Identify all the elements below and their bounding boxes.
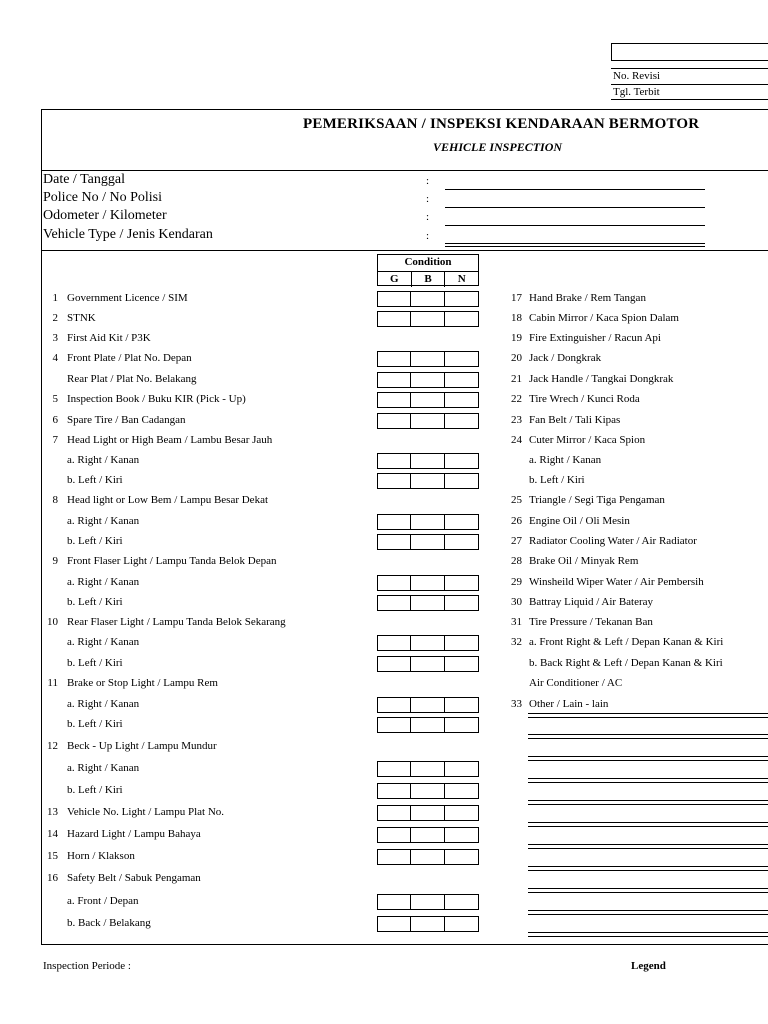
condition-checkboxes <box>377 372 479 388</box>
notes-line[interactable] <box>528 866 768 871</box>
condition-none-checkbox[interactable] <box>445 827 479 843</box>
condition-checkboxes <box>377 595 479 611</box>
condition-good-checkbox[interactable] <box>377 656 411 672</box>
item-label: STNK <box>67 312 96 324</box>
item-label: Hand Brake / Rem Tangan <box>529 292 646 304</box>
item-label: b. Left / Kiri <box>67 596 123 608</box>
condition-good-checkbox[interactable] <box>377 453 411 469</box>
info-label: Date / Tanggal <box>43 172 125 187</box>
condition-checkboxes <box>377 717 479 733</box>
item-number: 21 <box>511 373 522 385</box>
item-number: 26 <box>511 515 522 527</box>
item-number: 3 <box>52 332 58 344</box>
item-number: 30 <box>511 596 522 608</box>
item-number: 18 <box>511 312 522 324</box>
revision-label: No. Revisi <box>611 68 768 83</box>
item-label: a. Right / Kanan <box>67 515 140 527</box>
item-number: 5 <box>52 393 58 405</box>
item-number: 4 <box>52 352 58 364</box>
item-label: a. Front Right & Left / Depan Kanan & Kiri <box>529 636 724 648</box>
info-colon: : <box>426 230 430 242</box>
condition-good-checkbox[interactable] <box>377 514 411 530</box>
condition-good-checkbox[interactable] <box>377 413 411 429</box>
condition-none-checkbox[interactable] <box>445 372 479 388</box>
item-label: a. Right / Kanan <box>67 454 140 466</box>
condition-none-checkbox[interactable] <box>445 783 479 799</box>
condition-bad-checkbox[interactable] <box>411 697 445 713</box>
item-number: 29 <box>511 576 522 588</box>
notes-line[interactable] <box>528 800 768 805</box>
item-label: Vehicle No. Light / Lampu Plat No. <box>67 806 225 818</box>
condition-header <box>377 254 479 286</box>
notes-line[interactable] <box>528 932 768 937</box>
condition-bad-checkbox[interactable] <box>411 805 445 821</box>
item-label: Triangle / Segi Tiga Pengaman <box>529 494 665 506</box>
item-number: 10 <box>47 616 58 628</box>
item-label: Head Light or High Beam / Lambu Besar Jauh <box>67 434 273 446</box>
doc-number-box <box>611 43 768 61</box>
item-number: 23 <box>511 414 522 426</box>
item-label: Safety Belt / Sabuk Pengaman <box>67 872 201 884</box>
item-label: b. Back / Belakang <box>67 917 151 929</box>
condition-bad-checkbox[interactable] <box>411 717 445 733</box>
condition-columns <box>378 271 478 287</box>
condition-checkboxes <box>377 392 479 408</box>
item-label: a. Right / Kanan <box>67 636 140 648</box>
condition-checkboxes <box>377 805 479 821</box>
condition-bad-checkbox[interactable] <box>411 894 445 910</box>
item-label: b. Left / Kiri <box>67 718 123 730</box>
item-label: Cabin Mirror / Kaca Spion Dalam <box>529 312 679 324</box>
info-colon: : <box>426 211 430 223</box>
condition-none-checkbox[interactable] <box>445 697 479 713</box>
condition-bad-checkbox[interactable] <box>411 916 445 932</box>
item-label: a. Right / Kanan <box>67 762 140 774</box>
item-label: a. Front / Depan <box>67 895 139 907</box>
info-fill-line[interactable] <box>445 243 705 244</box>
condition-bad-checkbox[interactable] <box>411 291 445 307</box>
item-number: 12 <box>47 740 58 752</box>
item-number: 17 <box>511 292 522 304</box>
item-number: 16 <box>47 872 58 884</box>
item-number: 22 <box>511 393 522 405</box>
condition-bad-checkbox[interactable] <box>411 783 445 799</box>
condition-none-checkbox[interactable] <box>445 916 479 932</box>
condition-checkboxes <box>377 656 479 672</box>
condition-checkboxes <box>377 311 479 327</box>
notes-line[interactable] <box>528 822 768 827</box>
condition-good-checkbox[interactable] <box>377 575 411 591</box>
notes-line[interactable] <box>528 713 768 718</box>
condition-none-column: N <box>444 272 478 287</box>
item-label: Jack / Dongkrak <box>529 352 602 364</box>
item-number: 31 <box>511 616 522 628</box>
item-label: Front Flaser Light / Lampu Tanda Belok Depan <box>67 555 277 567</box>
info-fill-line <box>445 246 705 247</box>
condition-none-checkbox[interactable] <box>445 534 479 550</box>
condition-checkboxes <box>377 351 479 367</box>
condition-bad-column: B <box>411 272 445 287</box>
notes-line[interactable] <box>528 734 768 739</box>
condition-good-checkbox[interactable] <box>377 311 411 327</box>
item-label: Winsheild Wiper Water / Air Pembersih <box>529 576 704 588</box>
item-label: a. Right / Kanan <box>529 454 602 466</box>
item-label: Radiator Cooling Water / Air Radiator <box>529 535 697 547</box>
condition-checkboxes <box>377 534 479 550</box>
notes-line[interactable] <box>528 910 768 915</box>
info-colon: : <box>426 175 430 187</box>
condition-checkboxes <box>377 453 479 469</box>
item-label: Cuter Mirror / Kaca Spion <box>529 434 646 446</box>
condition-checkboxes <box>377 894 479 910</box>
item-label: Rear Flaser Light / Lampu Tanda Belok Sekarang <box>67 616 286 628</box>
info-label: Police No / No Polisi <box>43 190 163 205</box>
item-label: Brake or Stop Light / Lampu Rem <box>67 677 218 689</box>
item-number: 25 <box>511 494 522 506</box>
condition-bad-checkbox[interactable] <box>411 635 445 651</box>
condition-bad-checkbox[interactable] <box>411 595 445 611</box>
condition-good-checkbox[interactable] <box>377 635 411 651</box>
item-number: 15 <box>47 850 58 862</box>
condition-none-checkbox[interactable] <box>445 413 479 429</box>
condition-none-checkbox[interactable] <box>445 291 479 307</box>
condition-bad-checkbox[interactable] <box>411 311 445 327</box>
condition-none-checkbox[interactable] <box>445 392 479 408</box>
header-divider <box>41 170 768 171</box>
condition-bad-checkbox[interactable] <box>411 656 445 672</box>
item-label: Front Plate / Plat No. Depan <box>67 352 192 364</box>
info-divider <box>41 250 768 251</box>
condition-good-checkbox[interactable] <box>377 595 411 611</box>
condition-good-checkbox[interactable] <box>377 827 411 843</box>
condition-checkboxes <box>377 413 479 429</box>
condition-bad-checkbox[interactable] <box>411 473 445 489</box>
condition-good-checkbox[interactable] <box>377 697 411 713</box>
item-number: 7 <box>52 434 58 446</box>
info-fill-line[interactable] <box>445 225 705 226</box>
item-label: Spare Tire / Ban Cadangan <box>67 414 186 426</box>
item-label: a. Right / Kanan <box>67 698 140 710</box>
item-number: 14 <box>47 828 58 840</box>
issue-date-label: Tgl. Terbit <box>611 84 768 100</box>
item-number: 2 <box>52 312 58 324</box>
item-label: b. Left / Kiri <box>67 657 123 669</box>
item-number: 28 <box>511 555 522 567</box>
condition-bad-checkbox[interactable] <box>411 534 445 550</box>
item-label: b. Left / Kiri <box>529 474 585 486</box>
item-label: Hazard Light / Lampu Bahaya <box>67 828 201 840</box>
form-subtitle: VEHICLE INSPECTION <box>433 140 563 154</box>
condition-none-checkbox[interactable] <box>445 717 479 733</box>
item-number: 13 <box>47 806 58 818</box>
condition-good-checkbox[interactable] <box>377 849 411 865</box>
condition-checkboxes <box>377 827 479 843</box>
condition-none-checkbox[interactable] <box>445 595 479 611</box>
condition-bad-checkbox[interactable] <box>411 514 445 530</box>
condition-good-checkbox[interactable] <box>377 916 411 932</box>
condition-bad-checkbox[interactable] <box>411 453 445 469</box>
condition-none-checkbox[interactable] <box>445 453 479 469</box>
item-label: Engine Oil / Oli Mesin <box>529 515 630 527</box>
condition-bad-checkbox[interactable] <box>411 849 445 865</box>
condition-checkboxes <box>377 635 479 651</box>
condition-bad-checkbox[interactable] <box>411 351 445 367</box>
condition-bad-checkbox[interactable] <box>411 372 445 388</box>
condition-none-checkbox[interactable] <box>445 635 479 651</box>
condition-good-checkbox[interactable] <box>377 392 411 408</box>
condition-checkboxes <box>377 514 479 530</box>
form-title: PEMERIKSAAN / INSPEKSI KENDARAAN BERMOTOR <box>303 116 700 132</box>
inspection-periode-label: Inspection Periode : <box>43 960 131 972</box>
info-fill-line[interactable] <box>445 189 705 190</box>
item-label: Rear Plat / Plat No. Belakang <box>67 373 197 385</box>
item-label: b. Back Right & Left / Depan Kanan & Kiri <box>529 657 723 669</box>
item-label: b. Left / Kiri <box>67 784 123 796</box>
item-number: 24 <box>511 434 522 446</box>
condition-none-checkbox[interactable] <box>445 351 479 367</box>
condition-checkboxes <box>377 761 479 777</box>
condition-none-checkbox[interactable] <box>445 761 479 777</box>
condition-good-checkbox[interactable] <box>377 805 411 821</box>
item-number: 33 <box>511 698 522 710</box>
item-label: Battray Liquid / Air Bateray <box>529 596 654 608</box>
info-colon: : <box>426 193 430 205</box>
item-label: Horn / Klakson <box>67 850 135 862</box>
item-number: 6 <box>52 414 58 426</box>
condition-none-checkbox[interactable] <box>445 311 479 327</box>
condition-good-checkbox[interactable] <box>377 717 411 733</box>
condition-good-checkbox[interactable] <box>377 783 411 799</box>
item-label: Head light or Low Bem / Lampu Besar Dekat <box>67 494 269 506</box>
info-label: Odometer / Kilometer <box>43 208 167 223</box>
condition-checkboxes <box>377 697 479 713</box>
item-number: 1 <box>52 292 58 304</box>
condition-none-checkbox[interactable] <box>445 473 479 489</box>
condition-good-checkbox[interactable] <box>377 761 411 777</box>
condition-checkboxes <box>377 916 479 932</box>
item-label: Jack Handle / Tangkai Dongkrak <box>529 373 674 385</box>
info-fill-line[interactable] <box>445 207 705 208</box>
condition-bad-checkbox[interactable] <box>411 761 445 777</box>
condition-good-checkbox[interactable] <box>377 534 411 550</box>
condition-good-checkbox[interactable] <box>377 291 411 307</box>
condition-none-checkbox[interactable] <box>445 656 479 672</box>
condition-title: Condition <box>404 256 452 268</box>
info-label: Vehicle Type / Jenis Kendaran <box>43 227 213 242</box>
item-label: Beck - Up Light / Lampu Mundur <box>67 740 217 752</box>
item-number: 11 <box>47 677 58 689</box>
condition-bad-checkbox[interactable] <box>411 827 445 843</box>
item-label: Tire Wrech / Kunci Roda <box>529 393 640 405</box>
item-number: 8 <box>52 494 58 506</box>
condition-good-checkbox[interactable] <box>377 351 411 367</box>
condition-none-checkbox[interactable] <box>445 514 479 530</box>
condition-good-checkbox[interactable] <box>377 473 411 489</box>
notes-line[interactable] <box>528 756 768 761</box>
item-label: b. Left / Kiri <box>67 535 123 547</box>
notes-line[interactable] <box>528 778 768 783</box>
condition-bad-checkbox[interactable] <box>411 392 445 408</box>
condition-checkboxes <box>377 291 479 307</box>
item-number: 19 <box>511 332 522 344</box>
condition-bad-checkbox[interactable] <box>411 413 445 429</box>
item-label: Brake Oil / Minyak Rem <box>529 555 639 567</box>
item-label: b. Left / Kiri <box>67 474 123 486</box>
condition-bad-checkbox[interactable] <box>411 575 445 591</box>
condition-checkboxes <box>377 849 479 865</box>
condition-good-checkbox[interactable] <box>377 894 411 910</box>
condition-none-checkbox[interactable] <box>445 849 479 865</box>
item-label: a. Right / Kanan <box>67 576 140 588</box>
item-label: Inspection Book / Buku KIR (Pick - Up) <box>67 393 246 405</box>
notes-line[interactable] <box>528 844 768 849</box>
item-label: Fan Belt / Tali Kipas <box>529 414 621 426</box>
item-label: First Aid Kit / P3K <box>67 332 151 344</box>
condition-none-checkbox[interactable] <box>445 575 479 591</box>
item-label: Government Licence / SIM <box>67 292 188 304</box>
condition-good-column: G <box>390 273 399 285</box>
item-number: 27 <box>511 535 522 547</box>
item-label: Air Conditioner / AC <box>529 677 623 689</box>
notes-line[interactable] <box>528 888 768 893</box>
item-label: Tire Pressure / Tekanan Ban <box>529 616 653 628</box>
condition-checkboxes <box>377 575 479 591</box>
item-label: Fire Extinguisher / Racun Api <box>529 332 661 344</box>
condition-good-checkbox[interactable] <box>377 372 411 388</box>
item-number: 32 <box>511 636 522 648</box>
legend-label: Legend <box>631 960 666 972</box>
condition-checkboxes <box>377 783 479 799</box>
item-number: 9 <box>52 555 58 567</box>
condition-checkboxes <box>377 473 479 489</box>
item-number: 20 <box>511 352 522 364</box>
item-label: Other / Lain - lain <box>529 698 609 710</box>
condition-none-checkbox[interactable] <box>445 805 479 821</box>
condition-none-checkbox[interactable] <box>445 894 479 910</box>
